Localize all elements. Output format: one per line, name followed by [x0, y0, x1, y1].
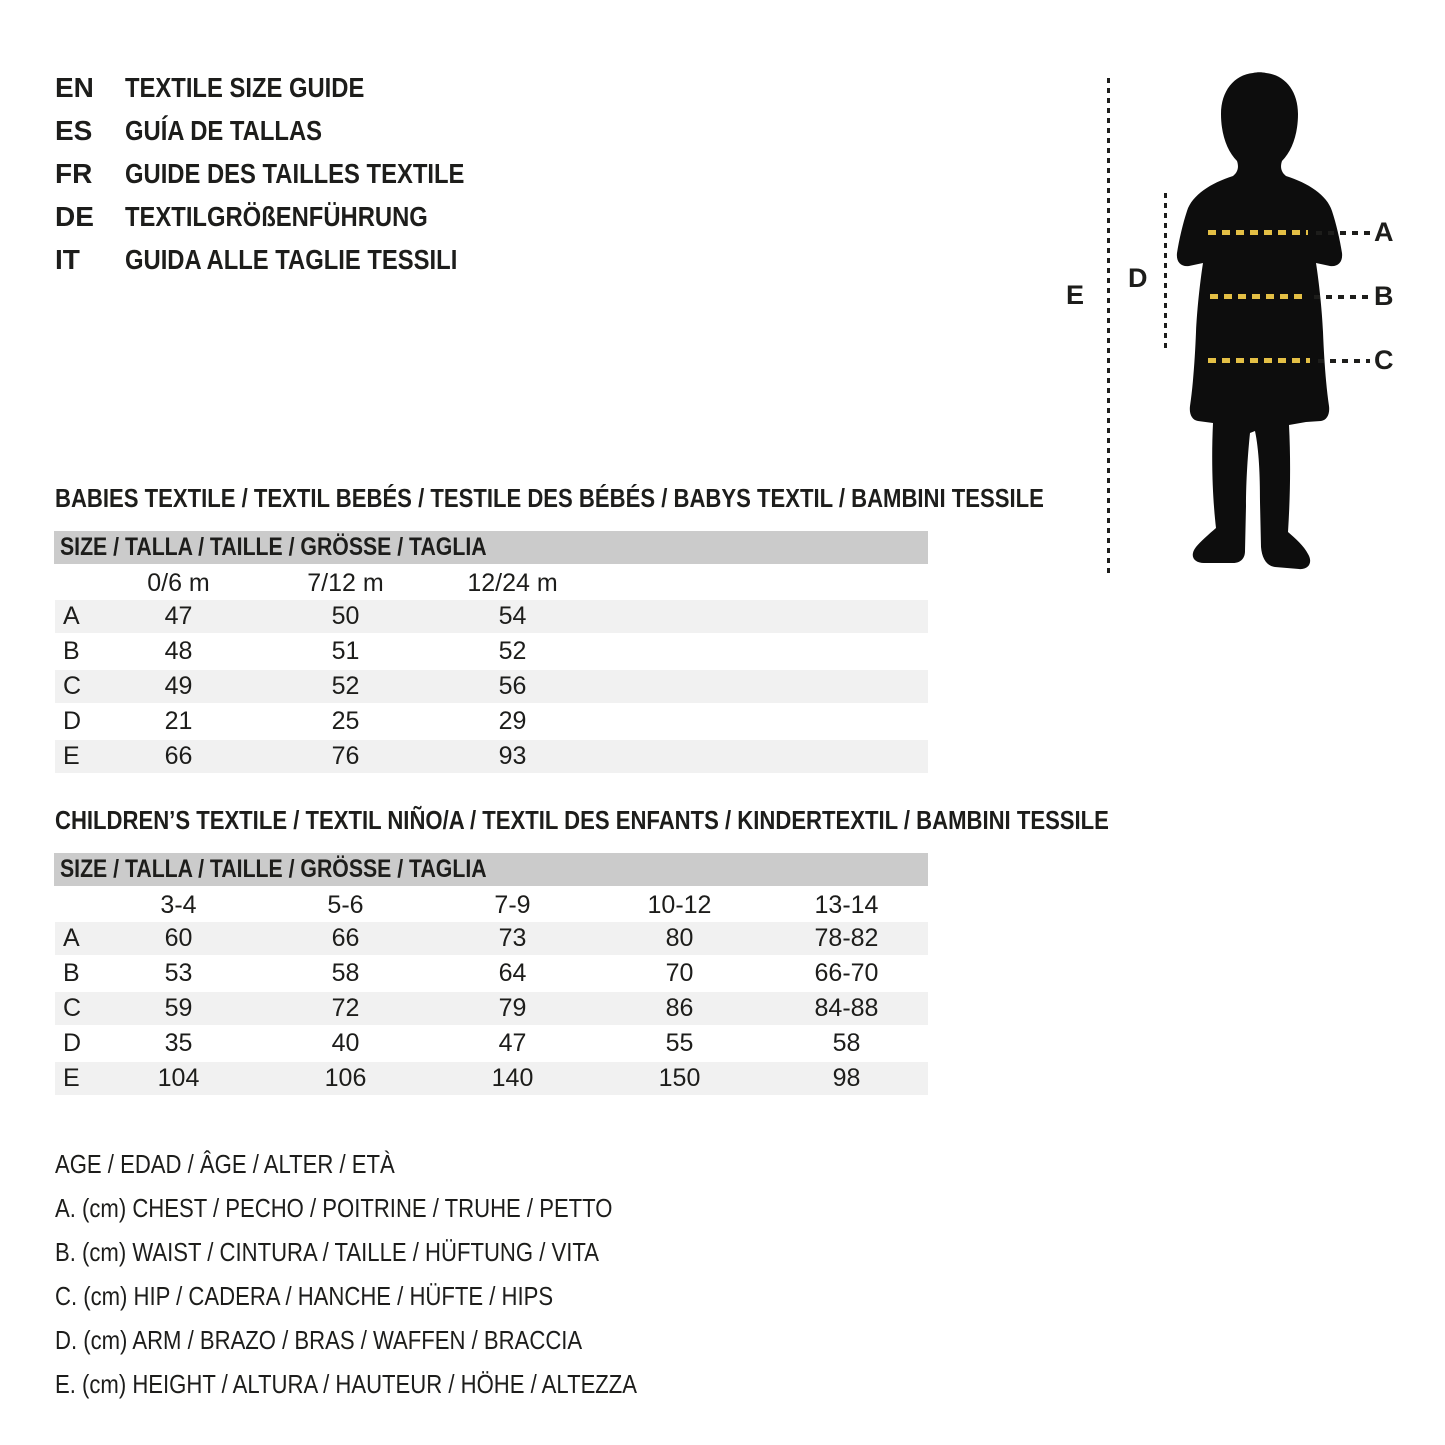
size-header-bar: [54, 531, 928, 564]
row-label: C: [63, 994, 82, 1022]
value-cell: 56: [498, 672, 527, 700]
row-label: A: [63, 602, 80, 630]
table-row: [55, 957, 928, 990]
value-cell: 66: [164, 742, 193, 770]
table-row: [55, 705, 928, 738]
value-cell: 78-82: [814, 924, 879, 952]
value-cell: 98: [832, 1064, 861, 1092]
legend-text: B. (cm) WAIST / CINTURA / TAILLE / HÜFTUNG / VITA: [55, 1236, 599, 1267]
size-header-bar: [54, 853, 928, 886]
value-cell: 84-88: [814, 994, 879, 1022]
language-code: DE: [55, 200, 94, 232]
value-cell: 59: [164, 994, 193, 1022]
row-label: A: [63, 924, 80, 952]
legend-text: C. (cm) HIP / CADERA / HANCHE / HÜFTE / HIPS: [55, 1280, 554, 1311]
section-title-text: CHILDREN’S TEXTILE / TEXTIL NIÑO/A / TEXTIL DES ENFANTS / KINDERTEXTIL / BAMBINI TESSILE: [55, 805, 1109, 835]
language-row: [55, 109, 524, 152]
value-cell: 29: [498, 707, 527, 735]
language-code: IT: [55, 243, 80, 275]
waist-measure-dash-b: [1210, 294, 1302, 299]
language-title: GUIDE DES TAILLES TEXTILE: [125, 157, 465, 189]
column-header-cell: 3-4: [160, 890, 197, 919]
legend-text: E. (cm) HEIGHT / ALTURA / HAUTEUR / HÖHE / ALTEZZA: [55, 1368, 638, 1399]
value-cell: 51: [331, 637, 360, 665]
value-cell: 79: [498, 994, 527, 1022]
legend-text: A. (cm) CHEST / PECHO / POITRINE / TRUHE / PETTO: [55, 1192, 613, 1223]
legend-line-age: [55, 1142, 740, 1186]
chest-measure-dash-a: [1208, 230, 1308, 235]
row-label: C: [63, 672, 82, 700]
babies-size-section: [55, 483, 1044, 783]
column-headers: [55, 889, 928, 921]
language-title: TEXTILGRÖßENFÜHRUNG: [125, 200, 428, 232]
value-cell: 66-70: [814, 959, 879, 987]
row-label: B: [63, 959, 80, 987]
children-rows: [55, 922, 928, 1097]
column-header-cell: 12/24 m: [467, 568, 558, 597]
column-header-cell: 5-6: [327, 890, 364, 919]
row-label: E: [63, 742, 80, 770]
table-row: [55, 1027, 928, 1060]
language-title: GUIDA ALLE TAGLIE TESSILI: [125, 243, 458, 275]
column-header-cell: 10-12: [647, 890, 712, 919]
row-label: B: [63, 637, 80, 665]
value-cell: 58: [832, 1029, 861, 1057]
legend-line-arm: [55, 1318, 740, 1362]
language-row: [55, 152, 524, 195]
value-cell: 72: [331, 994, 360, 1022]
legend-line-chest: [55, 1186, 740, 1230]
row-label: E: [63, 1064, 80, 1092]
legend-line-waist: [55, 1230, 740, 1274]
value-cell: 80: [665, 924, 694, 952]
language-row: [55, 238, 524, 281]
measurement-legend: [55, 1142, 740, 1406]
value-cell: 58: [331, 959, 360, 987]
section-title: [55, 805, 1295, 836]
value-cell: 150: [658, 1064, 701, 1092]
value-cell: 52: [331, 672, 360, 700]
table-row: [55, 992, 928, 1025]
figure-label-e: E: [1066, 280, 1085, 310]
legend-text: AGE / EDAD / ÂGE / ALTER / ETÀ: [55, 1148, 395, 1179]
column-headers: [55, 567, 928, 599]
figure-label-d: D: [1128, 263, 1148, 293]
babies-rows: [55, 600, 928, 775]
chest-leader-dash-a: [1316, 231, 1370, 235]
children-size-section: [55, 805, 1109, 1105]
waist-leader-dash-b: [1314, 295, 1370, 299]
value-cell: 104: [157, 1064, 200, 1092]
value-cell: 47: [498, 1029, 527, 1057]
legend-line-hip: [55, 1274, 740, 1318]
language-code: ES: [55, 114, 93, 146]
value-cell: 60: [164, 924, 193, 952]
table-row: [55, 922, 928, 955]
value-cell: 64: [498, 959, 527, 987]
value-cell: 76: [331, 742, 360, 770]
language-code: FR: [55, 157, 93, 189]
value-cell: 106: [324, 1064, 367, 1092]
size-header-text: SIZE / TALLA / TAILLE / GRÖSSE / TAGLIA: [60, 533, 487, 561]
column-header-cell: 13-14: [814, 890, 879, 919]
table-row: [55, 1062, 928, 1095]
arm-measure-line-d: [1164, 193, 1167, 352]
legend-text: D. (cm) ARM / BRAZO / BRAS / WAFFEN / BRACCIA: [55, 1324, 583, 1355]
size-header-text: SIZE / TALLA / TAILLE / GRÖSSE / TAGLIA: [60, 855, 487, 883]
table-row: [55, 635, 928, 668]
value-cell: 40: [331, 1029, 360, 1057]
language-title: GUÍA DE TALLAS: [125, 114, 323, 146]
row-label: D: [63, 1029, 82, 1057]
language-row: [55, 66, 524, 109]
row-label: D: [63, 707, 82, 735]
hip-leader-dash-c: [1318, 359, 1370, 363]
column-header-cell: 7-9: [494, 890, 531, 919]
value-cell: 73: [498, 924, 527, 952]
value-cell: 50: [331, 602, 360, 630]
value-cell: 55: [665, 1029, 694, 1057]
section-title-text: BABIES TEXTILE / TEXTIL BEBÉS / TESTILE DES BÉBÉS / BABYS TEXTIL / BAMBINI TESSILE: [55, 483, 1044, 513]
value-cell: 86: [665, 994, 694, 1022]
value-cell: 52: [498, 637, 527, 665]
value-cell: 54: [498, 602, 527, 630]
value-cell: 35: [164, 1029, 193, 1057]
figure-label-a: A: [1374, 217, 1394, 247]
hip-measure-dash-c: [1208, 358, 1310, 363]
value-cell: 93: [498, 742, 527, 770]
figure-label-b: B: [1374, 281, 1394, 311]
language-title-list: [55, 66, 524, 281]
table-row: [55, 740, 928, 773]
language-title: TEXTILE SIZE GUIDE: [125, 71, 365, 103]
figure-label-c: C: [1374, 345, 1394, 375]
section-title: [55, 483, 1218, 514]
value-cell: 25: [331, 707, 360, 735]
table-row: [55, 670, 928, 703]
value-cell: 140: [491, 1064, 534, 1092]
table-row: [55, 600, 928, 633]
language-code: EN: [55, 71, 94, 103]
column-header-cell: 7/12 m: [307, 568, 384, 597]
value-cell: 49: [164, 672, 193, 700]
value-cell: 48: [164, 637, 193, 665]
value-cell: 53: [164, 959, 193, 987]
language-row: [55, 195, 524, 238]
value-cell: 21: [164, 707, 193, 735]
value-cell: 47: [164, 602, 193, 630]
value-cell: 70: [665, 959, 694, 987]
column-header-cell: 0/6 m: [147, 568, 210, 597]
value-cell: 66: [331, 924, 360, 952]
legend-line-height: [55, 1362, 740, 1406]
